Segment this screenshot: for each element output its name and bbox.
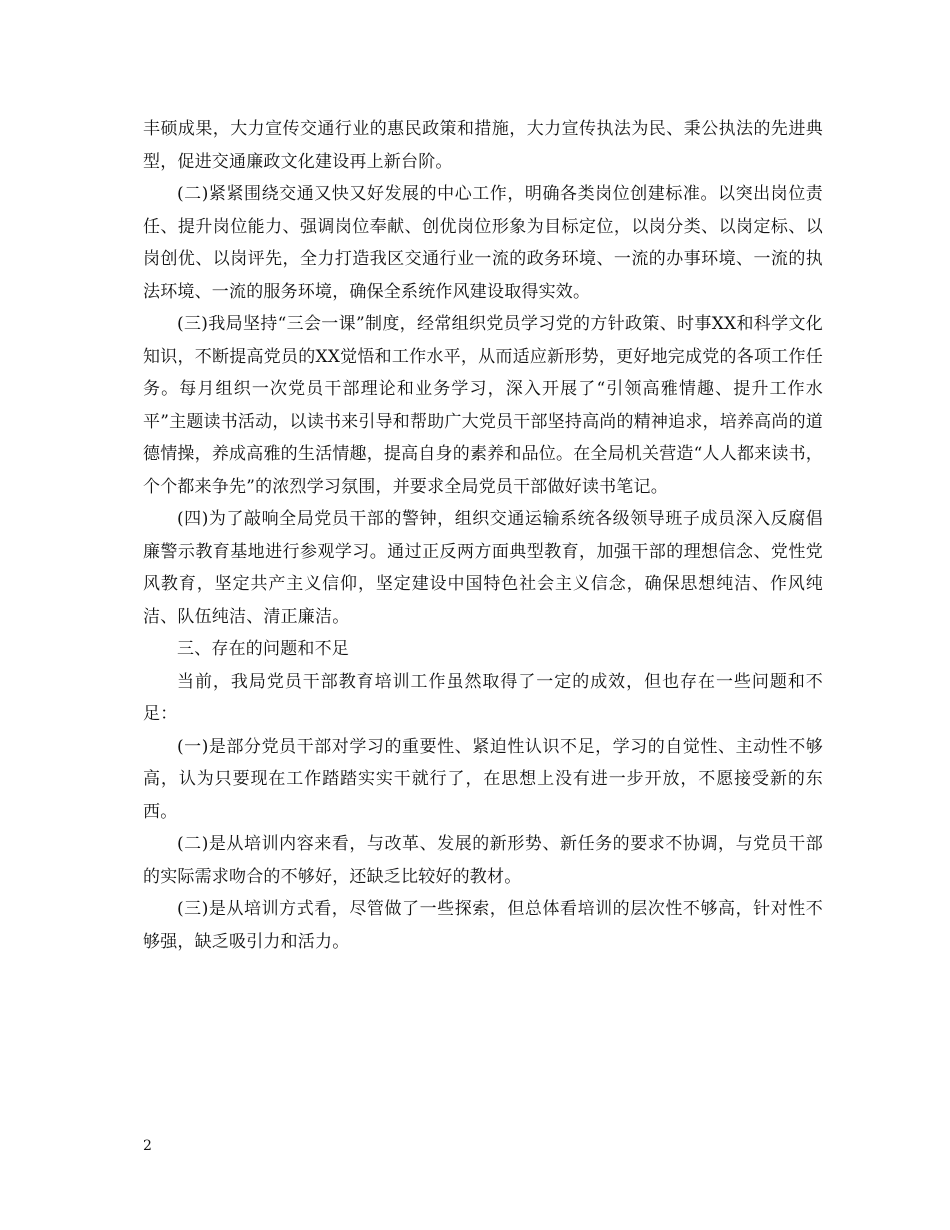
- paragraph-item-3: (三)我局坚持“三会一课”制度，经常组织党员学习党的方针政策、时事XX和科学文化知识，不断提高党员的XX觉悟和工作水平，从而适应新形势，更好地完成党的各项工作任务。每月组织一次党员干部理论和业务学习，深入开展了“引领高雅情趣、提升工作水平”主题读书活动，以读书来引导和帮助广大党员干部坚持高尚的精神追求，培养高尚的道德情操，养成高雅的生活情趣，提高自身的素养和品位。在全局机关营造“人人都来读书，个个都来争先”的浓烈学习氛围，并要求全局党员干部做好读书笔记。: [143, 314, 823, 497]
- paragraph-item-2: (二)紧紧围绕交通又快又好发展的中心工作，明确各类岗位创建标准。以突出岗位责任、提升岗位能力、强调岗位奉献、创优岗位形象为目标定位，以岗分类、以岗定标、以岗创优、以岗评先，全力打造我区交通行业一流的政务环境、一流的办事环境、一流的执法环境、一流的服务环境，确保全系统作风建设取得实效。: [143, 184, 823, 302]
- paragraph-item-4: (四)为了敲响全局党员干部的警钟，组织交通运输系统各级领导班子成员深入反腐倡廉警示教育基地进行参观学习。通过正反两方面典型教育，加强干部的理想信念、党性党风教育，坚定共产主义信仰，坚定建设中国特色社会主义信念，确保思想纯洁、作风纯洁、队伍纯洁、清正廉洁。: [143, 509, 823, 627]
- section-heading-problems: 三、存在的问题和不足: [177, 639, 349, 659]
- page-number: 2: [143, 1138, 152, 1154]
- paragraph-continuation: 丰硕成果，大力宣传交通行业的惠民政策和措施，大力宣传执法为民、秉公执法的先进典型，促进交通廉政文化建设再上新台阶。: [143, 119, 823, 172]
- paragraph-problem-3: (三)是从培训方式看，尽管做了一些探索，但总体看培训的层次性不够高，针对性不够强，缺乏吸引力和活力。: [143, 899, 823, 952]
- document-body: [143, 113, 823, 958]
- paragraph-problem-2: (二)是从培训内容来看，与改革、发展的新形势、新任务的要求不协调，与党员干部的实际需求吻合的不够好，还缺乏比较好的教材。: [143, 834, 823, 887]
- paragraph-section-intro: 当前，我局党员干部教育培训工作虽然取得了一定的成效，但也存在一些问题和不足：: [143, 671, 823, 724]
- paragraph-problem-1: (一)是部分党员干部对学习的重要性、紧迫性认识不足，学习的自觉性、主动性不够高，认为只要现在工作踏踏实实干就行了，在思想上没有进一步开放，不愿接受新的东西。: [143, 736, 823, 822]
